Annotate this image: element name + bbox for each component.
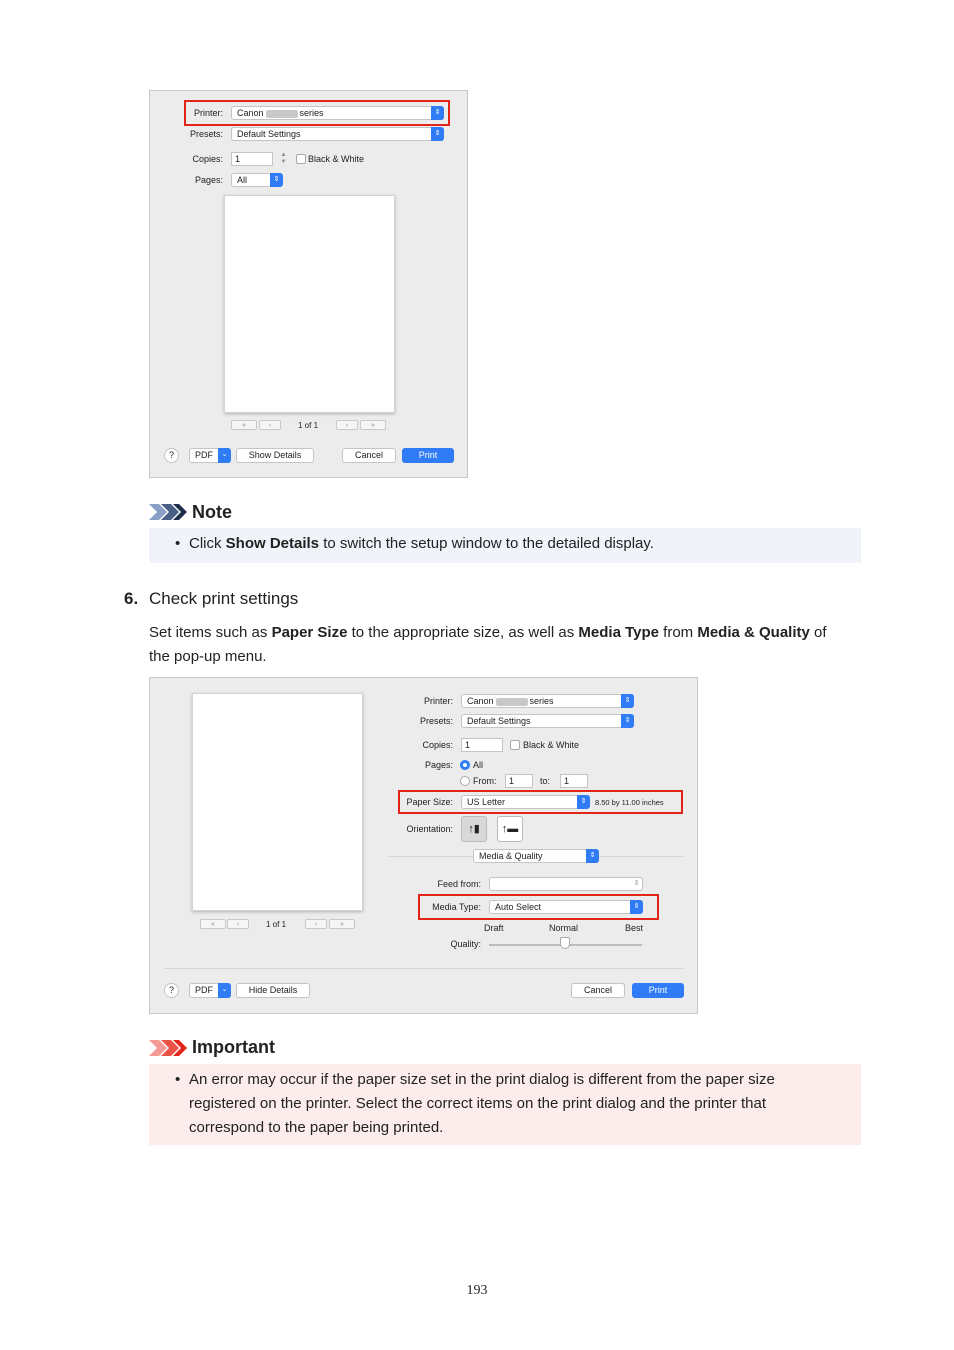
note-text-pre: Click <box>189 535 226 552</box>
first-page-button[interactable]: « <box>231 420 257 430</box>
note-text <box>189 532 654 556</box>
highlight-printer <box>184 100 450 126</box>
media-type-value: Auto Select <box>495 902 542 912</box>
pdf-menu-button[interactable] <box>189 983 231 998</box>
bw-checkbox[interactable] <box>296 154 306 164</box>
pdf-menu-button[interactable] <box>189 448 231 463</box>
printer-series: series <box>299 108 324 118</box>
pages-all-radio[interactable] <box>460 760 470 770</box>
quality-label: Quality: <box>450 939 481 949</box>
important-text <box>189 1068 854 1140</box>
page-preview <box>224 195 395 413</box>
divider <box>164 968 683 969</box>
pages-from-radio[interactable] <box>460 776 470 786</box>
feed-from-popup[interactable] <box>489 877 643 891</box>
page-indicator: 1 of 1 <box>266 920 287 929</box>
chevron-updown-icon: ⇕ <box>431 127 444 141</box>
presets-popup[interactable] <box>461 714 634 728</box>
first-page-button[interactable]: « <box>200 919 226 929</box>
chevron-updown-icon: ⇕ <box>630 900 643 914</box>
prev-page-button[interactable]: ‹ <box>259 420 281 430</box>
print-dialog-simple <box>149 90 468 478</box>
printer-series: series <box>529 696 554 706</box>
feed-from-label: Feed from: <box>437 879 481 889</box>
step-p-2: to the appropriate size, as well as <box>347 624 579 641</box>
printer-label: Printer: <box>423 696 453 706</box>
note-text-post: to switch the setup window to the detailed display. <box>319 535 654 552</box>
step-p-4: of <box>809 624 827 641</box>
print-dialog-detailed <box>149 677 698 1014</box>
important-bullet: • <box>175 1071 181 1088</box>
panel-menu-popup[interactable] <box>473 849 599 863</box>
step-p-b1: Paper Size <box>271 624 348 641</box>
step-p-1: Set items such as <box>149 624 272 641</box>
note-text-bold: Show Details <box>225 535 320 552</box>
step-number: 6. <box>124 589 139 608</box>
pages-value: All <box>237 175 248 185</box>
quality-draft-label: Draft <box>484 923 504 933</box>
printer-label: Printer: <box>193 108 223 118</box>
show-details-button[interactable]: Show Details <box>236 448 314 463</box>
presets-value: Default Settings <box>237 129 301 139</box>
presets-popup[interactable] <box>231 127 444 141</box>
step-title: Check print settings <box>149 589 299 608</box>
important-line-2: registered on the printer. Select the correct items on the print dialog and the printer that <box>189 1095 766 1112</box>
important-line-3: correspond to the paper being printed. <box>189 1119 444 1136</box>
step-p-b2: Media Type <box>578 624 659 641</box>
important-line-1: An error may occur if the paper size set in the print dialog is different from the paper size <box>189 1071 775 1088</box>
panel-menu-value: Media & Quality <box>479 851 543 861</box>
presets-value: Default Settings <box>467 716 531 726</box>
paper-size-dims: 8.50 by 11.00 inches <box>595 798 664 807</box>
print-button[interactable]: Print <box>402 448 454 463</box>
hide-details-button[interactable]: Hide Details <box>236 983 310 998</box>
chevron-updown-icon: ⇕ <box>633 880 640 887</box>
page-number: 193 <box>466 1283 488 1298</box>
copies-input[interactable]: 1 <box>231 152 273 166</box>
quality-normal-label: Normal <box>549 923 579 933</box>
chevron-updown-icon: ⇕ <box>270 173 283 187</box>
help-button[interactable]: ? <box>164 448 179 463</box>
page-indicator: 1 of 1 <box>298 421 319 430</box>
highlight-media-type <box>418 894 659 920</box>
next-page-button[interactable]: › <box>336 420 358 430</box>
bw-checkbox[interactable] <box>510 740 520 750</box>
redacted-model <box>496 698 528 706</box>
paper-size-label: Paper Size: <box>406 797 453 807</box>
presets-label: Presets: <box>419 716 453 726</box>
pages-popup[interactable] <box>231 173 283 187</box>
portrait-orientation-button[interactable]: ↑▮ <box>461 816 487 842</box>
cancel-button[interactable]: Cancel <box>571 983 625 998</box>
step-paragraph <box>149 621 864 669</box>
step-p-3: from <box>658 624 698 641</box>
pages-label: Pages: <box>194 175 223 185</box>
cancel-button[interactable]: Cancel <box>342 448 396 463</box>
bw-label: Black & White <box>523 740 580 750</box>
page-preview <box>192 693 363 911</box>
pages-all-label: All <box>473 760 484 770</box>
copies-stepper[interactable]: ▲ ▼ <box>280 152 287 165</box>
orientation-label: Orientation: <box>406 824 453 834</box>
chevron-updown-icon: ⇕ <box>586 849 599 863</box>
last-page-button[interactable]: » <box>360 420 386 430</box>
chevron-updown-icon: ⇕ <box>431 106 444 120</box>
printer-name: Canon <box>467 696 494 706</box>
presets-label: Presets: <box>189 129 223 139</box>
pdf-label: PDF <box>195 450 213 460</box>
next-page-button[interactable]: › <box>305 919 327 929</box>
bw-label: Black & White <box>308 154 365 164</box>
last-page-button[interactable]: » <box>329 919 355 929</box>
copies-input[interactable]: 1 <box>461 738 503 752</box>
to-input[interactable]: 1 <box>560 774 588 788</box>
from-input[interactable]: 1 <box>505 774 533 788</box>
chevron-down-icon: ⌄ <box>218 983 231 998</box>
copies-label: Copies: <box>422 740 453 750</box>
chevron-updown-icon: ⇕ <box>621 714 634 728</box>
note-bullet: • <box>175 535 181 552</box>
paper-size-value: US Letter <box>467 797 506 807</box>
pages-label: Pages: <box>424 760 453 770</box>
step-p-b3: Media & Quality <box>697 624 810 641</box>
highlight-paper-size <box>398 790 683 814</box>
quality-slider-thumb[interactable] <box>560 937 570 949</box>
printer-popup[interactable] <box>461 694 634 708</box>
chevron-updown-icon: ⇕ <box>621 694 634 708</box>
quality-best-label: Best <box>625 923 644 933</box>
media-type-label: Media Type: <box>432 902 481 912</box>
pdf-label: PDF <box>195 985 213 995</box>
landscape-orientation-button[interactable]: ↑▬ <box>497 816 523 842</box>
chevron-updown-icon: ⇕ <box>577 795 590 809</box>
note-chevron-icon <box>149 504 189 520</box>
important-heading: Important <box>192 1037 275 1057</box>
step-p-line2: the pop-up menu. <box>149 648 267 665</box>
copies-label: Copies: <box>192 154 223 164</box>
from-label: From: <box>473 776 497 786</box>
print-button[interactable]: Print <box>632 983 684 998</box>
to-label: to: <box>540 776 551 786</box>
printer-name: Canon <box>237 108 264 118</box>
note-heading: Note <box>192 502 232 522</box>
help-button[interactable]: ? <box>164 983 179 998</box>
chevron-down-icon: ⌄ <box>218 448 231 463</box>
important-chevron-icon <box>149 1040 189 1056</box>
prev-page-button[interactable]: ‹ <box>227 919 249 929</box>
